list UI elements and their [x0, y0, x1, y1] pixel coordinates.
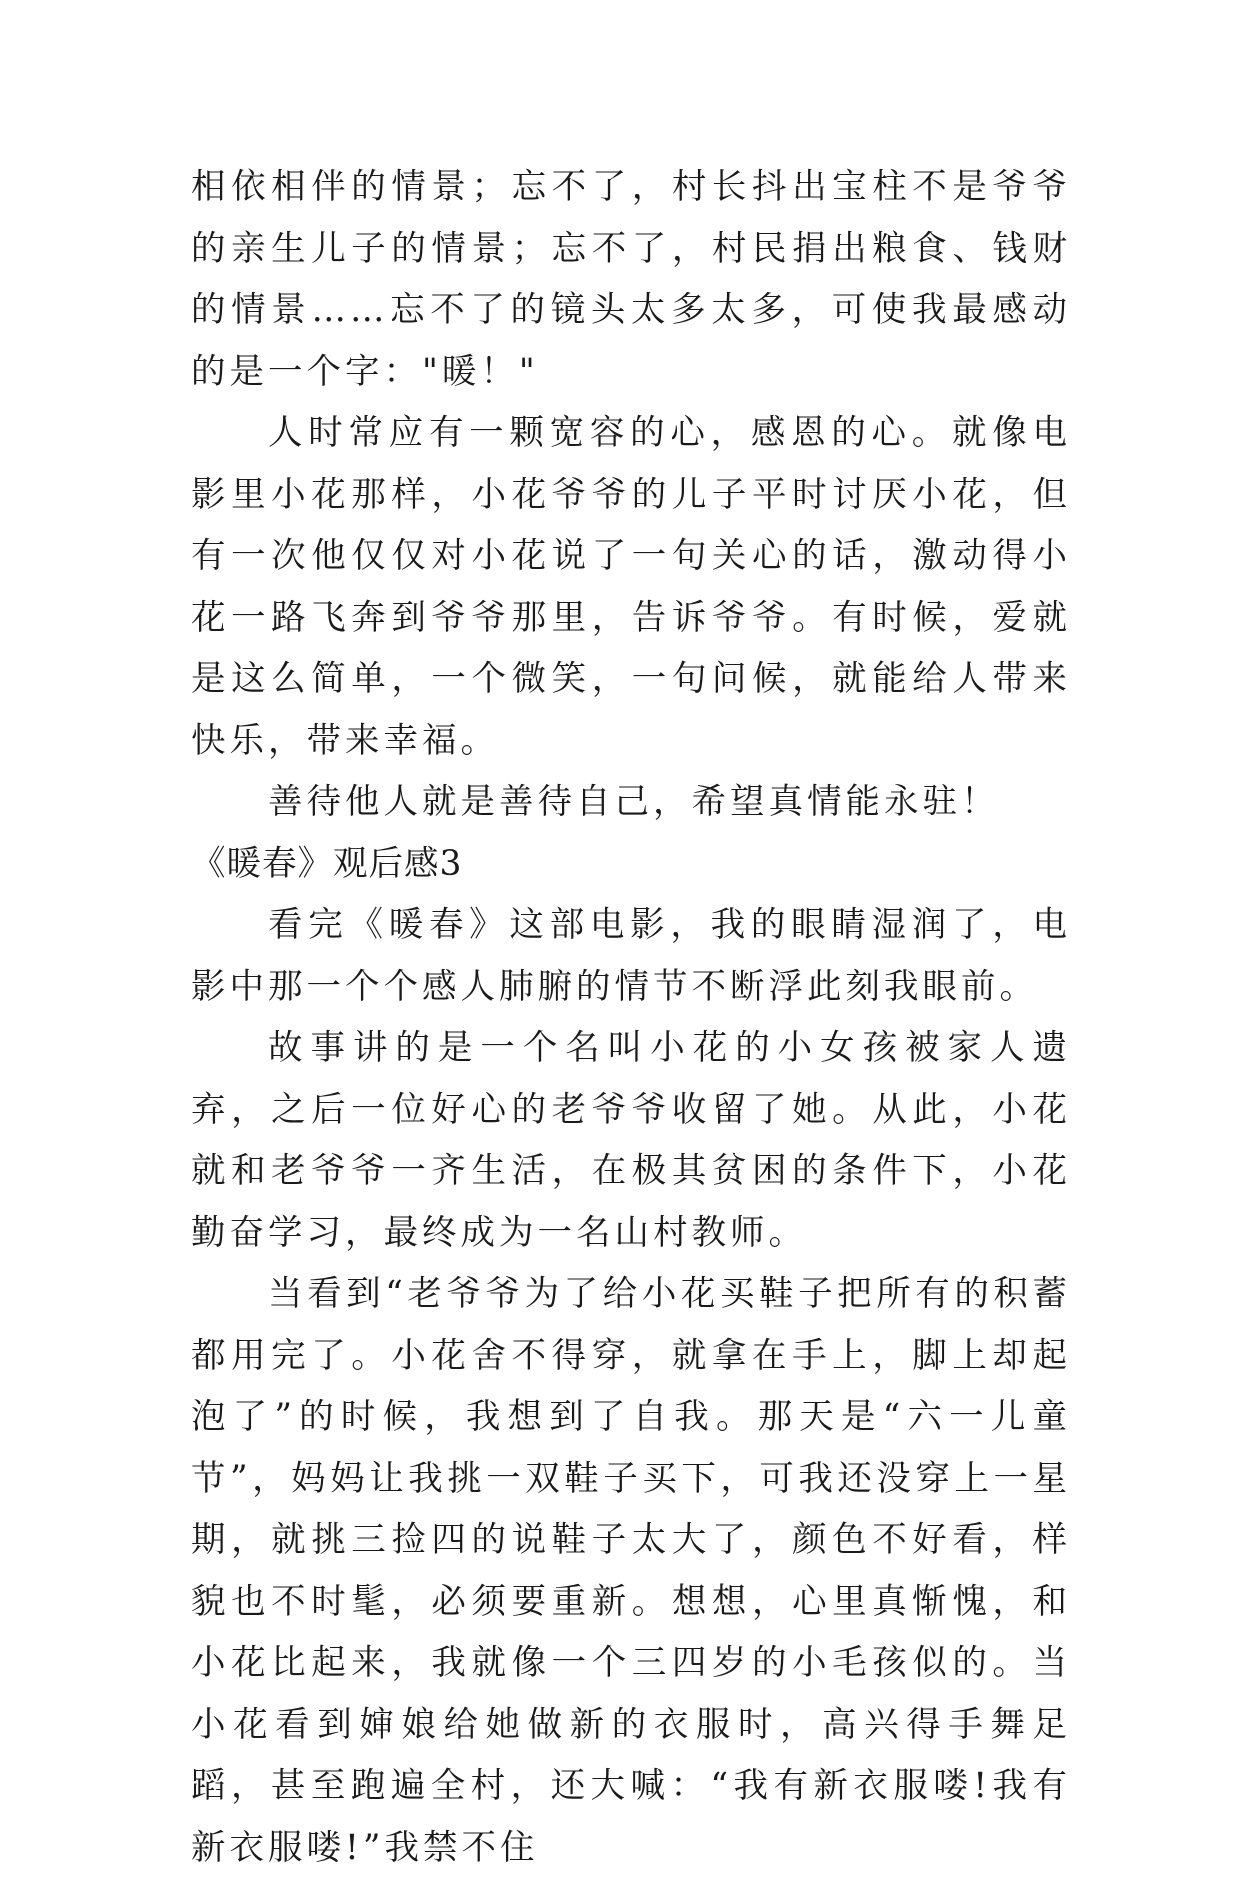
- paragraph-4: 看完《暖春》这部电影，我的眼睛湿润了，电影中那一个个感人肺腑的情节不断浮此刻我眼前。: [191, 905, 1071, 1007]
- paragraph-2: 人时常应有一颗宽容的心，感恩的心。就像电影里小花那样，小花爷爷的儿子平时讨厌小花，但有一次他仅仅对小花说了一句关心的话，激动得小花一路飞奔到爷爷那里，告诉爷爷。有时候，爱就是这么简单，一个微笑，一句问候，就能给人带来快乐，带来幸福。: [191, 413, 1071, 761]
- paragraph-6: 当看到“老爷爷为了给小花买鞋子把所有的积蓄都用完了。小花舍不得穿，就拿在手上，脚上却起泡了”的时候，我想到了自我。那天是“六一儿童节”，妈妈让我挑一双鞋子买下，可我还没穿上一星期，就挑三捡四的说鞋子太大了，颜色不好看，样貌也不时髦，必须要重新。想想，心里真惭愧，和小花比起来，我就像一个三四岁的小毛孩似的。当小花看到婶娘给她做新的衣服时，高兴得手舞足蹈，甚至跑遍全村，还大喊：“我有新衣服喽!我有新衣服喽!”我禁不住: [191, 1274, 1071, 1868]
- paragraph-3: 善待他人就是善待自己，希望真情能永驻！: [268, 782, 1000, 822]
- paragraph-1: 相依相伴的情景；忘不了，村长抖出宝柱不是爷爷的亲生儿子的情景；忘不了，村民捐出粮食、钱财的情景……忘不了的镜头太多太多，可使我最感动的是一个字："暖！": [191, 167, 1071, 392]
- document-body: [191, 157, 1071, 1879]
- paragraph-5: 故事讲的是一个名叫小花的小女孩被家人遗弃，之后一位好心的老爷爷收留了她。从此，小花就和老爷爷一齐生活，在极其贫困的条件下，小花勤奋学习，最终成为一名山村教师。: [191, 1028, 1071, 1253]
- section-heading: 《暖春》观后感3: [191, 843, 463, 884]
